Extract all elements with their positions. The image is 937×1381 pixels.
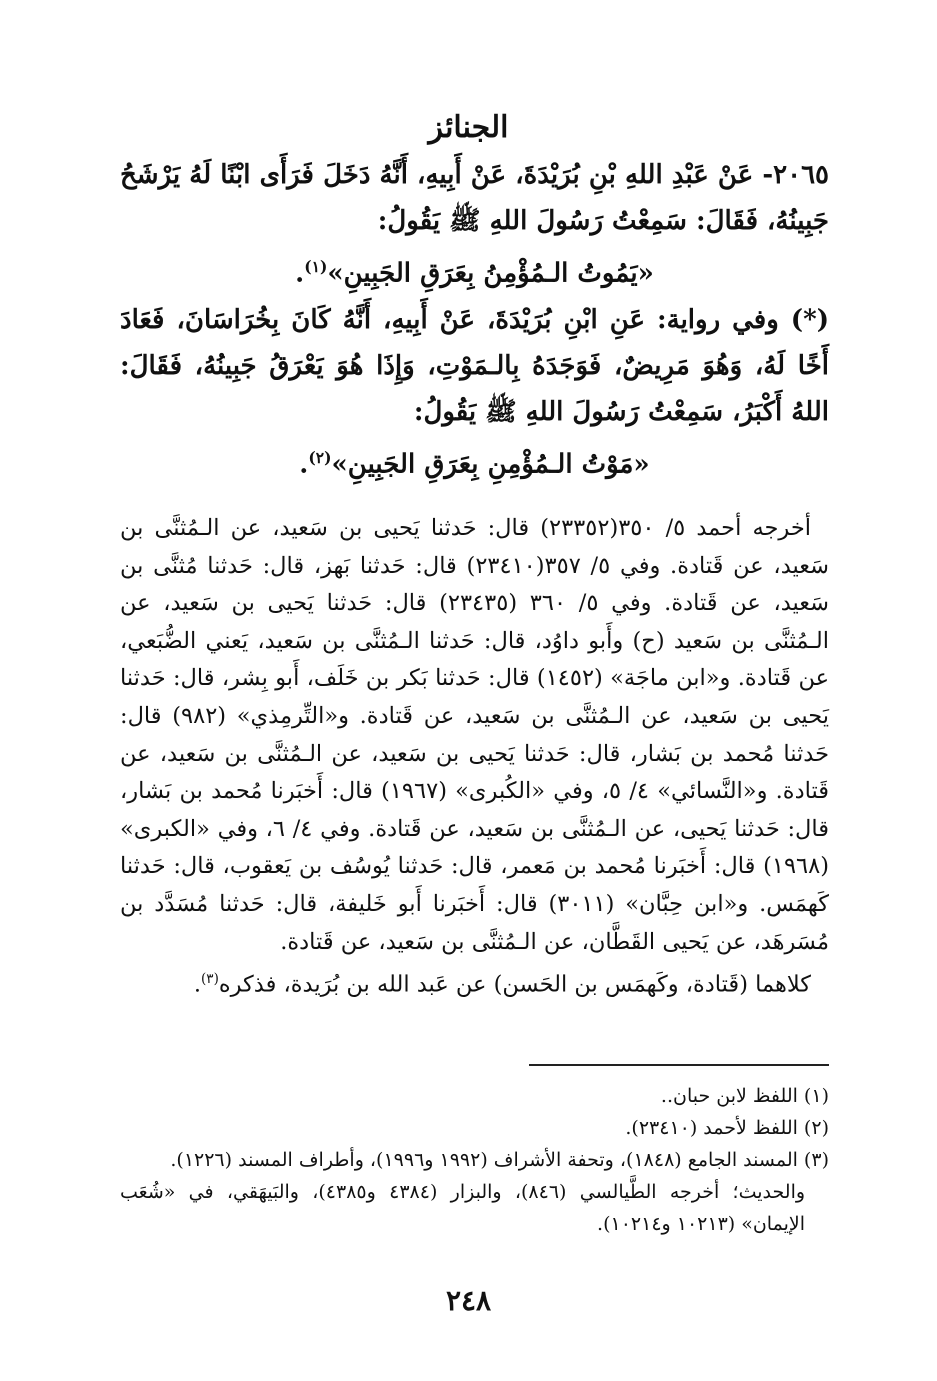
footnote-marker-1[interactable]: (١) — [304, 257, 328, 276]
footnote-3: (٣) المسند الجامع (١٨٤٨)، وتحفة الأشراف (١٩٩٢ و١٩٩٦)، وأطراف المسند (١٢٢٦). — [170, 1149, 829, 1171]
quote-1-text: «يَمُوتُ الـمُؤْمِنُ بِعَرَقِ الجَبِينِ» — [327, 258, 654, 289]
takhrij-conclusion-text: كلاهما (قَتادة، وكَهمَس بن الحَسن) عن عَبد الله بن بُرَيدة، فذكره — [218, 971, 811, 998]
footnote-2: (٢) اللفظ لأحمد (٢٣٤١٠). — [625, 1117, 829, 1139]
hadith-block — [120, 152, 829, 487]
takhrij-paragraph: أخرجه أحمد ٥/ ٣٥٠(٢٣٣٥٢) قال: حَدثنا يَحيى بن سَعيد، عن الـمُثنَّى بن سَعيد، عن قَتادة. وفي ٥/ ٣٥٧(٢٣٤١٠) قال: حَدثنا بَهز، قال: حَدثنا مُثنَّى بن سَعيد، عن قَتادة. وفي ٥/ ٣٦٠ (٢٣٤٣٥) قال: حَدثنا يَحيى بن سَعيد، عن الـمُثنَّى بن سَعيد (ح) وأَبو داوُد، قال: حَدثنا الـمُثنَّى بن سَعيد، يَعني الضُّبَعي، عن قَتادة. و«ابن ماجَة» (١٤٥٢) قال: حَدثنا بَكر بن خَلَف، أَبو بِشر، قال: حَدثنا يَحيى بن سَعيد، عن الـمُثنَّى بن سَعيد، عن قَتادة. و«التِّرمِذي» (٩٨٢) قال: حَدثنا مُحمد بن بَشار، قال: حَدثنا يَحيى بن سَعيد، عن الـمُثنَّى بن سَعيد، عن قَتادة. و«النَّسائي» ٤/ ٥، وفي «الكُبرى» (١٩٦٧) قال: أَخبَرنا مُحمد بن بَشار، قال: حَدثنا يَحيى، عن الـمُثنَّى بن سَعيد، عن قَتادة. وفي ٤/ ٦، وفي «الكبرى» (١٩٦٨) قال: أَخبَرنا مُحمد بن مَعمر، قال: حَدثنا يُوسُف بن يَعقوب، قال: حَدثنا كَهمَس. و«ابن حِبَّان» (٣٠١١) قال: أَخبَرنا أَبو خَليفة، قال: حَدثنا مُسَدَّد بن مُسَرهَد، عن يَحيى القَطَّان، عن الـمُثنَّى بن سَعيد، عن قَتادة. — [120, 515, 830, 955]
takhrij-block — [120, 510, 829, 1004]
footnote-3-continued: والحديث؛ أخرجه الطَّيالسي (٨٤٦)، والبزار (٤٣٨٤ و٤٣٨٥)، والبَيهَقي، في «شُعَب الإيمان» (١٠٢١٣ و١٠٢١٤). — [120, 1181, 806, 1235]
footnote-1: (١) اللفظ لابن حبان.. — [660, 1085, 829, 1107]
takhrij-conclusion: كلاهما (قَتادة، وكَهمَس بن الحَسن) عن عَبد الله بن بُرَيدة، فذكره$^{(٣)}$. — [193, 971, 811, 998]
hadith-quote-2: «مَوْتُ الـمُؤْمِنِ بِعَرَقِ الجَبِينِ»$^{(٢)}$. — [299, 447, 650, 480]
running-header: الجنائز — [428, 110, 509, 145]
hadith-main-text: ٢٠٦٥- عَنْ عَبْدِ اللهِ بْنِ بُرَيْدَةَ، عَنْ أَبِيهِ، أَنَّهُ دَخَلَ فَرَأَى ابْنًا لَهُ يَرْشَحُ جَبِينُهُ، فَقَالَ: سَمِعْتُ رَسُولَ اللهِ ﷺ يَقُولُ: — [120, 160, 829, 236]
hadith-quote-1: «يَمُوتُ الـمُؤْمِنُ بِعَرَقِ الجَبِينِ»$^{(١)}$. — [295, 257, 654, 289]
hadith-riwaya-text: (*) وفي رواية: عَنِ ابْنِ بُرَيْدَةَ، عَنْ أَبِيهِ، أَنَّهُ كَانَ بِخُرَاسَانَ، فَعَادَ أَخًا لَهُ، وَهُوَ مَرِيضٌ، فَوَجَدَهُ بِالـمَوْتِ، وَإِذَا هُوَ يَعْرَقُ جَبِينُهُ، فَقَالَ: اللهُ أَكْبَرُ، سَمِعْتُ رَسُولَ اللهِ ﷺ يَقُولُ: — [120, 304, 829, 427]
footnotes — [120, 1080, 829, 1240]
quote-2-text: «مَوْتُ الـمُؤْمِنِ بِعَرَقِ الجَبِينِ» — [331, 449, 650, 480]
page-number: ٢٤٨ — [445, 1284, 492, 1317]
footnote-marker-2[interactable]: (٢) — [308, 447, 332, 467]
footnote-divider — [529, 1064, 829, 1066]
footnote-marker-3[interactable]: (٣) — [201, 971, 219, 988]
